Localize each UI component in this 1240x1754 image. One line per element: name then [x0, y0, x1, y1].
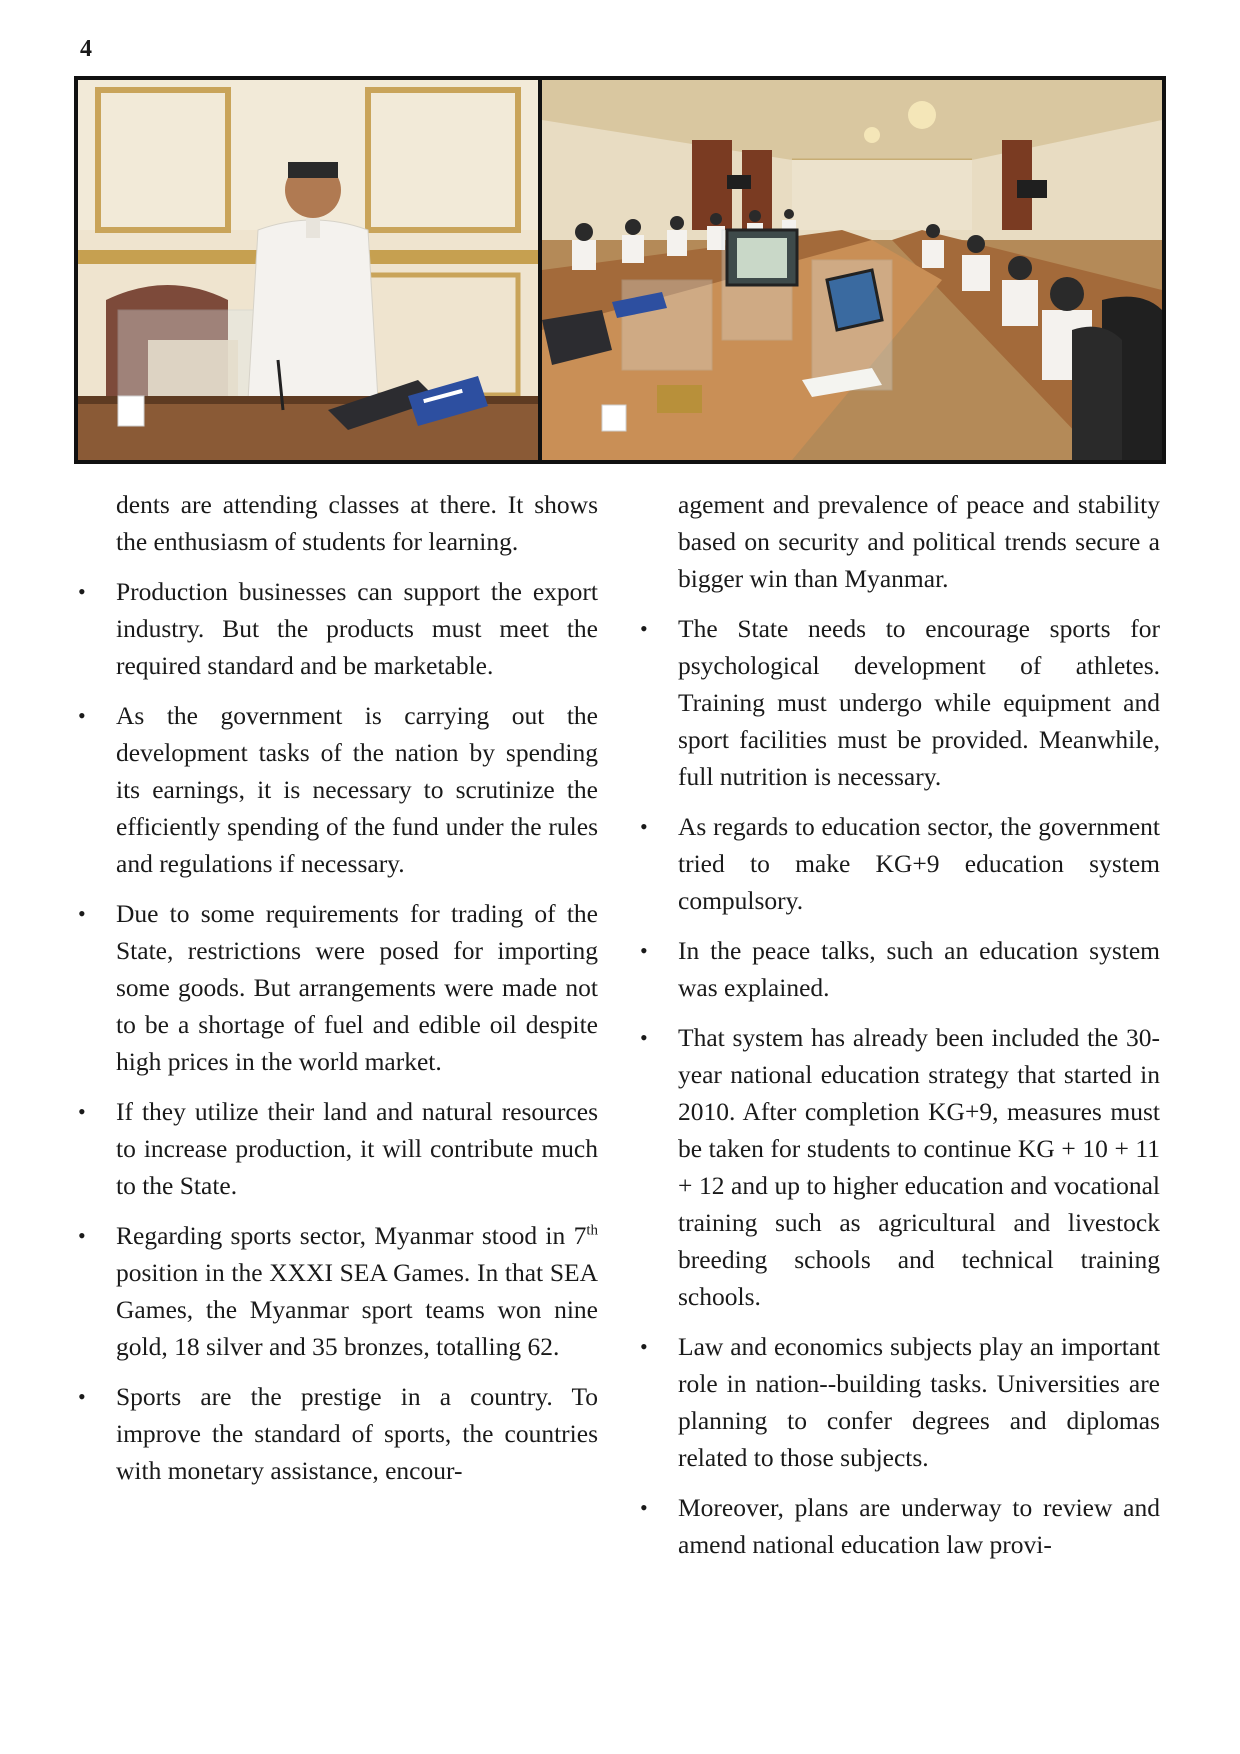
- left-bullet-3: • Due to some requirements for trading of the State, restrictions were posed for importing some goods. But arrangements were made not to be a shortage of fuel and edible oil despite high prices in the world market.: [116, 895, 598, 1080]
- right-bullet-4: • That system has already been included the 30-year national education strategy that started in 2010. After completion KG+9, measures must be taken for students to continue KG + 10 + 11 + 12 and up to higher education and vocational training such as agricultural and livestock breeding schools and technical training schools.: [678, 1019, 1160, 1315]
- meeting-hall-photo: [542, 80, 1162, 460]
- right-text-column: [678, 486, 1160, 1576]
- right-bullet-1: • The State needs to encourage sports for psychological development of athletes. Training must undergo while equipment and sport facilities must be provided. Meanwhile, full nutrition is necessary.: [678, 610, 1160, 795]
- left-continuation-paragraph: dents are attending classes at there. It shows the enthusiasm of students for learning.: [116, 490, 598, 556]
- left-bullet-4: • If they utilize their land and natural resources to increase production, it will contribute much to the State.: [116, 1093, 598, 1204]
- right-continuation-paragraph: agement and prevalence of peace and stability based on security and political trends secure a bigger win than Myanmar.: [678, 490, 1160, 593]
- left-text-column: [116, 486, 598, 1502]
- left-bullet-6: • Sports are the prestige in a country. To improve the standard of sports, the countries with monetary assistance, encour-: [116, 1378, 598, 1489]
- left-bullet-1: • Production businesses can support the export industry. But the products must meet the required standard and be marketable.: [116, 573, 598, 684]
- sea-games-text-part1: Regarding sports sector, Myanmar stood in 7: [116, 1221, 587, 1250]
- left-bullet-sea-games: [116, 1217, 598, 1365]
- meeting-photo-frame: [74, 76, 1166, 464]
- right-bullet-6: • Moreover, plans are underway to review and amend national education law provi-: [678, 1489, 1160, 1563]
- sea-games-text-part2: position in the XXXI SEA Games. In that SEA Games, the Myanmar sport teams won nine gold, 18 silver and 35 bronzes, totalling 62.: [116, 1258, 598, 1361]
- right-bullet-3: • In the peace talks, such an education system was explained.: [678, 932, 1160, 1006]
- page-number: 4: [80, 36, 92, 62]
- sea-games-superscript: th: [586, 1222, 598, 1239]
- right-bullet-2: • As regards to education sector, the government tried to make KG+9 education system compulsory.: [678, 808, 1160, 919]
- right-bullet-5: • Law and economics subjects play an important role in nation--building tasks. Universities are planning to confer degrees and diplomas related to those subjects.: [678, 1328, 1160, 1476]
- left-bullet-2: • As the government is carrying out the development tasks of the nation by spending its earnings, it is necessary to scrutinize the efficiently spending of the fund under the rules and regulations if necessary.: [116, 697, 598, 882]
- speaker-photo: [78, 80, 538, 460]
